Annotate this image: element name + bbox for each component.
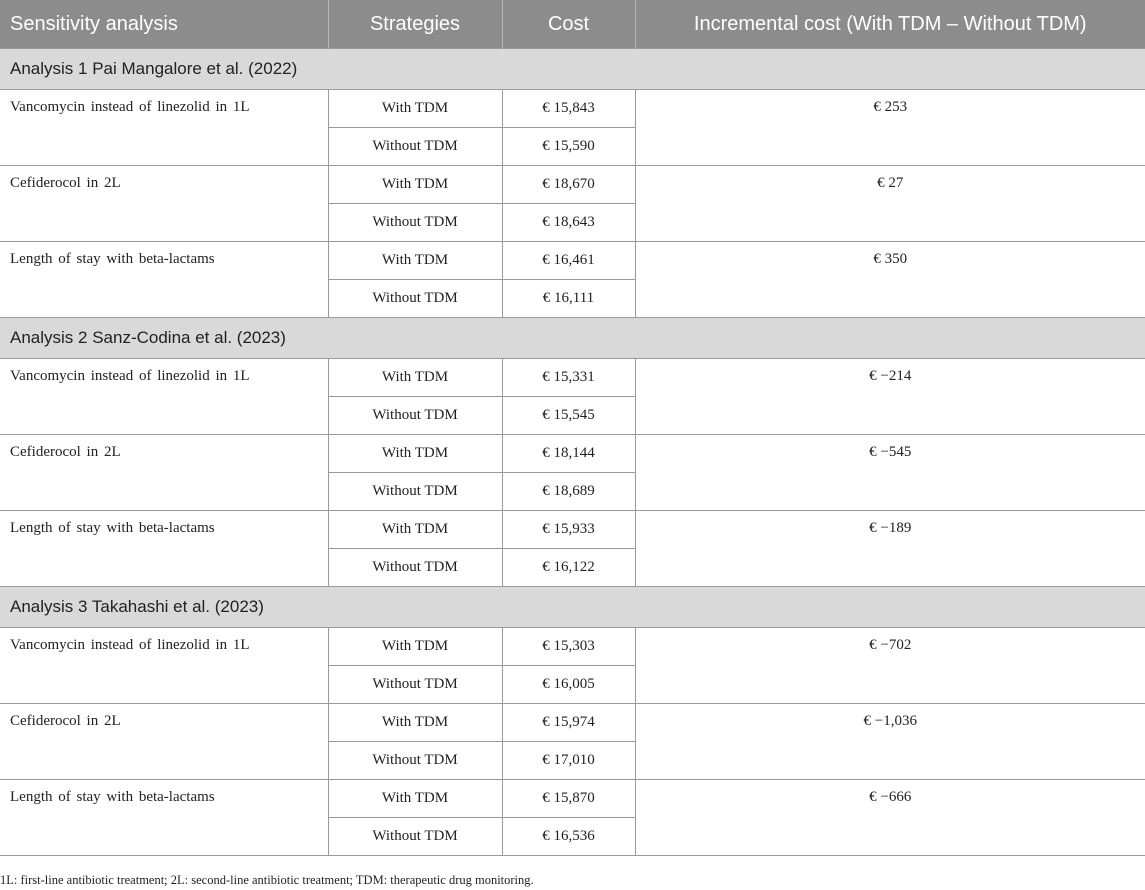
strategy-with-tdm: With TDM: [328, 511, 502, 549]
strategy-without-tdm: Without TDM: [328, 473, 502, 511]
table-row: [0, 628, 1145, 666]
incremental-cost: € −545: [635, 435, 1145, 511]
group-title: Analysis 2 Sanz-Codina et al. (2023): [0, 318, 1145, 359]
analysis-label: Vancomycin instead of linezolid in 1L: [0, 628, 328, 704]
table-row: [0, 90, 1145, 128]
cost-without-tdm: € 15,590: [502, 128, 635, 166]
group-row: [0, 318, 1145, 359]
cost-without-tdm: € 15,545: [502, 397, 635, 435]
cost-without-tdm: € 16,111: [502, 280, 635, 318]
incremental-cost: € −214: [635, 359, 1145, 435]
table-row: [0, 511, 1145, 549]
strategy-without-tdm: Without TDM: [328, 204, 502, 242]
cost-without-tdm: € 16,005: [502, 666, 635, 704]
strategy-with-tdm: With TDM: [328, 628, 502, 666]
strategy-with-tdm: With TDM: [328, 780, 502, 818]
strategy-without-tdm: Without TDM: [328, 280, 502, 318]
analysis-label: Vancomycin instead of linezolid in 1L: [0, 90, 328, 166]
table-row: [0, 242, 1145, 280]
cost-with-tdm: € 15,843: [502, 90, 635, 128]
cost-with-tdm: € 15,933: [502, 511, 635, 549]
table-row: [0, 166, 1145, 204]
header-sensitivity-analysis: Sensitivity analysis: [0, 0, 328, 49]
incremental-cost: € 350: [635, 242, 1145, 318]
strategy-without-tdm: Without TDM: [328, 742, 502, 780]
cost-without-tdm: € 17,010: [502, 742, 635, 780]
analysis-label: Vancomycin instead of linezolid in 1L: [0, 359, 328, 435]
analysis-label: Length of stay with beta-lactams: [0, 780, 328, 856]
group-row: [0, 49, 1145, 90]
strategy-without-tdm: Without TDM: [328, 818, 502, 856]
cost-with-tdm: € 16,461: [502, 242, 635, 280]
group-title: Analysis 3 Takahashi et al. (2023): [0, 587, 1145, 628]
incremental-cost: € 253: [635, 90, 1145, 166]
incremental-cost: € −189: [635, 511, 1145, 587]
group-row: [0, 587, 1145, 628]
cost-without-tdm: € 18,689: [502, 473, 635, 511]
analysis-label: Cefiderocol in 2L: [0, 704, 328, 780]
cost-with-tdm: € 15,870: [502, 780, 635, 818]
table-row: [0, 704, 1145, 742]
analysis-label: Cefiderocol in 2L: [0, 166, 328, 242]
incremental-cost: € −1,036: [635, 704, 1145, 780]
analysis-label: Cefiderocol in 2L: [0, 435, 328, 511]
table-row: [0, 359, 1145, 397]
table-body: [0, 49, 1145, 856]
header-incremental-cost: Incremental cost (With TDM – Without TDM): [635, 0, 1145, 49]
strategy-without-tdm: Without TDM: [328, 666, 502, 704]
strategy-without-tdm: Without TDM: [328, 128, 502, 166]
strategy-with-tdm: With TDM: [328, 435, 502, 473]
header-row: [0, 0, 1145, 49]
incremental-cost: € −666: [635, 780, 1145, 856]
cost-with-tdm: € 15,303: [502, 628, 635, 666]
cost-without-tdm: € 16,536: [502, 818, 635, 856]
analysis-label: Length of stay with beta-lactams: [0, 242, 328, 318]
cost-without-tdm: € 16,122: [502, 549, 635, 587]
strategy-without-tdm: Without TDM: [328, 549, 502, 587]
table-row: [0, 435, 1145, 473]
cost-without-tdm: € 18,643: [502, 204, 635, 242]
cost-with-tdm: € 18,670: [502, 166, 635, 204]
strategy-with-tdm: With TDM: [328, 90, 502, 128]
incremental-cost: € 27: [635, 166, 1145, 242]
strategy-with-tdm: With TDM: [328, 359, 502, 397]
strategy-without-tdm: Without TDM: [328, 397, 502, 435]
strategy-with-tdm: With TDM: [328, 166, 502, 204]
table-footnote: 1L: first-line antibiotic treatment; 2L: second-line antibiotic treatment; TDM: therapeutic drug monitoring.: [0, 873, 534, 887]
cost-with-tdm: € 15,974: [502, 704, 635, 742]
analysis-label: Length of stay with beta-lactams: [0, 511, 328, 587]
table-row: [0, 780, 1145, 818]
strategy-with-tdm: With TDM: [328, 704, 502, 742]
header-cost: Cost: [502, 0, 635, 49]
group-title: Analysis 1 Pai Mangalore et al. (2022): [0, 49, 1145, 90]
strategy-with-tdm: With TDM: [328, 242, 502, 280]
cost-with-tdm: € 15,331: [502, 359, 635, 397]
cost-with-tdm: € 18,144: [502, 435, 635, 473]
header-strategies: Strategies: [328, 0, 502, 49]
incremental-cost: € −702: [635, 628, 1145, 704]
